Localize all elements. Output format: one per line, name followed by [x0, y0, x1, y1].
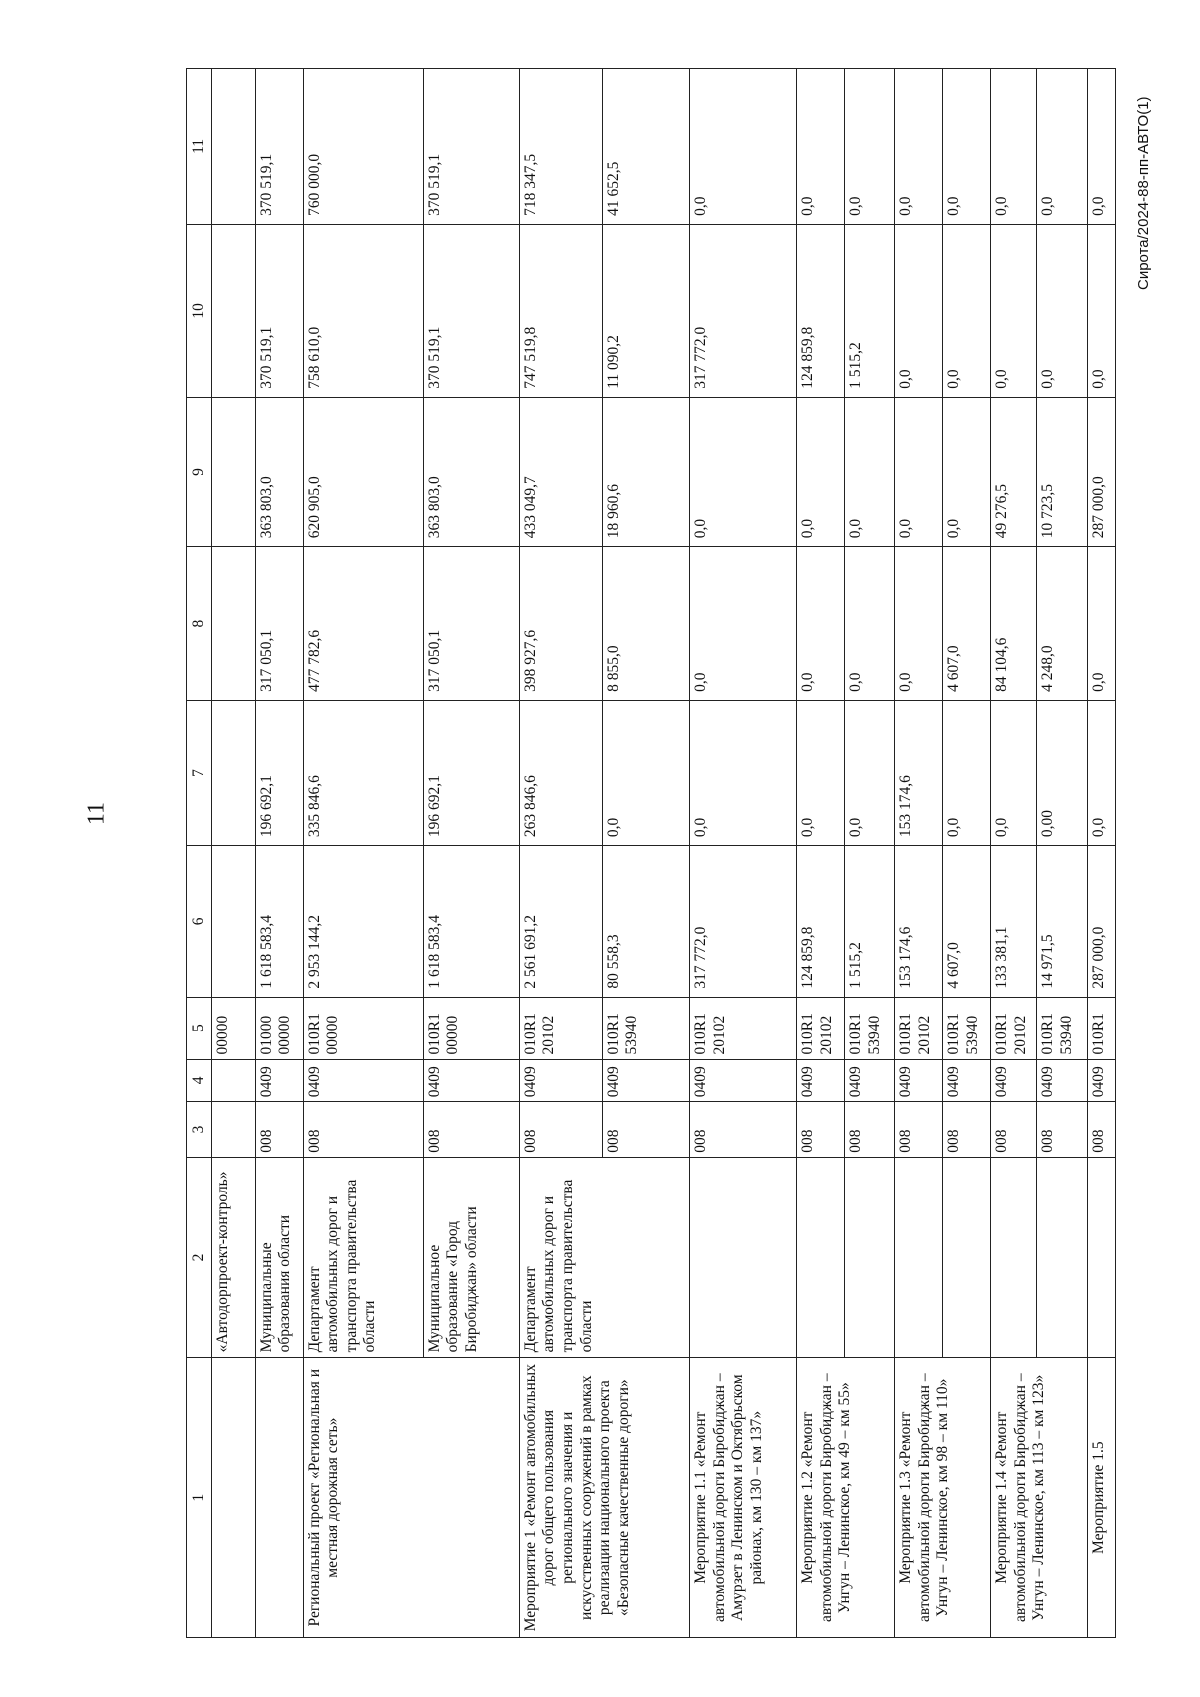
cell-y4: 0,0 — [895, 224, 943, 397]
cell-target: 010R1 53940 — [943, 997, 991, 1059]
cell-grbs: 008 — [943, 1102, 991, 1158]
budget-table-wrapper — [186, 68, 1116, 1638]
cell-y5: 0,0 — [1087, 69, 1115, 225]
col-header: 3 — [187, 1102, 212, 1158]
table-row — [991, 69, 1037, 1638]
table-row — [255, 69, 303, 1638]
cell-target: 01000 00000 — [255, 997, 303, 1059]
cell-y2: 0,0 — [1087, 547, 1115, 701]
cell-y2: 317 050,1 — [423, 547, 519, 701]
cell-y1: 0,0 — [797, 700, 845, 845]
cell-executor — [845, 1157, 895, 1358]
cell-y3: 363 803,0 — [255, 397, 303, 546]
cell-section: 0409 — [690, 1059, 797, 1102]
cell-section: 0409 — [991, 1059, 1037, 1102]
cell-y1: 263 846,6 — [519, 700, 602, 845]
cell-y5: 718 347,5 — [519, 69, 602, 225]
cell-y1 — [212, 700, 256, 845]
cell-y1: 335 846,6 — [303, 700, 423, 845]
cell-target: 010R1 20102 — [797, 997, 845, 1059]
page-number: 11 — [83, 801, 110, 826]
col-header: 2 — [187, 1157, 212, 1358]
cell-y4: 0,0 — [1037, 224, 1087, 397]
cell-target: 010R1 20102 — [991, 997, 1037, 1059]
cell-executor: Муниципальное образование «Город Биробиджан» области — [423, 1157, 519, 1358]
table-row — [303, 69, 423, 1638]
cell-total: 2 953 144,2 — [303, 846, 423, 998]
cell-grbs: 008 — [519, 1102, 602, 1158]
cell-executor: Муниципальные образования области — [255, 1157, 303, 1358]
cell-target: 010R1 20102 — [690, 997, 797, 1059]
cell-section: 0409 — [895, 1059, 943, 1102]
cell-grbs — [212, 1102, 256, 1158]
cell-y2: 477 782,6 — [303, 547, 423, 701]
cell-name: Мероприятие 1.5 — [1087, 1358, 1115, 1638]
cell-y5: 0,0 — [943, 69, 991, 225]
cell-y1: 0,0 — [845, 700, 895, 845]
col-header: 1 — [187, 1358, 212, 1638]
cell-y4: 0,0 — [1087, 224, 1115, 397]
cell-y4: 11 090,2 — [602, 224, 689, 397]
cell-grbs: 008 — [895, 1102, 943, 1158]
cell-y5: 370 519,1 — [255, 69, 303, 225]
cell-y5: 370 519,1 — [423, 69, 519, 225]
header-row — [187, 69, 212, 1638]
cell-y5: 0,0 — [690, 69, 797, 225]
cell-y1: 153 174,6 — [895, 700, 943, 845]
cell-executor — [797, 1157, 845, 1358]
cell-y1: 0,0 — [690, 700, 797, 845]
cell-grbs: 008 — [602, 1102, 689, 1158]
cell-y1: 0,0 — [991, 700, 1037, 845]
cell-y2: 398 927,6 — [519, 547, 602, 701]
col-header: 9 — [187, 397, 212, 546]
cell-y2: 0,0 — [845, 547, 895, 701]
col-header: 10 — [187, 224, 212, 397]
cell-grbs: 008 — [1037, 1102, 1087, 1158]
col-header: 8 — [187, 547, 212, 701]
cell-total — [212, 846, 256, 998]
cell-target: 010R1 53940 — [1037, 997, 1087, 1059]
cell-section: 0409 — [943, 1059, 991, 1102]
cell-y2: 4 607,0 — [943, 547, 991, 701]
cell-y1: 196 692,1 — [423, 700, 519, 845]
cell-total: 1 618 583,4 — [255, 846, 303, 998]
cell-section: 0409 — [255, 1059, 303, 1102]
cell-section: 0409 — [602, 1059, 689, 1102]
cell-y2: 0,0 — [690, 547, 797, 701]
cell-total: 287 000,0 — [1087, 846, 1115, 998]
cell-y3: 0,0 — [943, 397, 991, 546]
cell-y4: 370 519,1 — [423, 224, 519, 397]
cell-y2: 84 104,6 — [991, 547, 1037, 701]
cell-section: 0409 — [303, 1059, 423, 1102]
cell-y3: 287 000,0 — [1087, 397, 1115, 546]
cell-total: 317 772,0 — [690, 846, 797, 998]
cell-total: 1 515,2 — [845, 846, 895, 998]
cell-total: 1 618 583,4 — [423, 846, 519, 998]
col-header: 5 — [187, 997, 212, 1059]
cell-y1: 196 692,1 — [255, 700, 303, 845]
document-footer: Сирота/2024-88-пп-АВТО(1) — [1135, 96, 1152, 290]
cell-executor — [895, 1157, 943, 1358]
col-header: 11 — [187, 69, 212, 225]
cell-executor — [991, 1157, 1037, 1358]
col-header: 7 — [187, 700, 212, 845]
cell-y1: 0,0 — [602, 700, 689, 845]
cell-name — [255, 1358, 303, 1638]
cell-y4: 124 859,8 — [797, 224, 845, 397]
cell-y4: 1 515,2 — [845, 224, 895, 397]
cell-grbs: 008 — [797, 1102, 845, 1158]
table-row — [797, 69, 845, 1638]
cell-name: Мероприятие 1.4 «Ремонт автомобильной дороги Биробиджан – Унгун – Ленинское, км 113 – км 123» — [991, 1358, 1087, 1638]
cell-y2: 8 855,0 — [602, 547, 689, 701]
cell-y2 — [212, 547, 256, 701]
cell-executor — [690, 1157, 797, 1358]
cell-y5: 0,0 — [1037, 69, 1087, 225]
cell-y3: 0,0 — [690, 397, 797, 546]
cell-y5: 0,0 — [895, 69, 943, 225]
cell-total: 133 381,1 — [991, 846, 1037, 998]
cell-y3: 0,0 — [895, 397, 943, 546]
cell-total: 4 607,0 — [943, 846, 991, 998]
cell-executor — [943, 1157, 991, 1358]
cell-y5: 0,0 — [797, 69, 845, 225]
col-header: 6 — [187, 846, 212, 998]
cell-target: 010R1 — [1087, 997, 1115, 1059]
budget-table — [186, 68, 1116, 1638]
cell-name: Мероприятие 1 «Ремонт автомобильных дорог общего пользования регионального значения и искусственных сооружений в рамках реализации национального проекта «Безопасные качественные дороги» — [519, 1358, 689, 1638]
cell-y5: 0,0 — [845, 69, 895, 225]
table-row — [212, 69, 256, 1638]
cell-name: Мероприятие 1.1 «Ремонт автомобильной дороги Биробиджан – Амурзет в Ленинском и Октябрьском районах, км 130 – км 137» — [690, 1358, 797, 1638]
cell-executor — [1087, 1157, 1115, 1358]
cell-y2: 4 248,0 — [1037, 547, 1087, 701]
cell-section: 0409 — [845, 1059, 895, 1102]
cell-y4: 747 519,8 — [519, 224, 602, 397]
cell-y4: 0,0 — [991, 224, 1037, 397]
cell-target: 010R1 00000 — [423, 997, 519, 1059]
cell-target: 010R1 20102 — [519, 997, 602, 1059]
cell-y1: 0,0 — [943, 700, 991, 845]
cell-grbs: 008 — [845, 1102, 895, 1158]
cell-section: 0409 — [423, 1059, 519, 1102]
cell-y1: 0,0 — [1087, 700, 1115, 845]
cell-total: 14 971,5 — [1037, 846, 1087, 998]
cell-name: Мероприятие 1.2 «Ремонт автомобильной дороги Биробиджан – Унгун – Ленинское, км 49 – км 55» — [797, 1358, 895, 1638]
cell-name: Мероприятие 1.3 «Ремонт автомобильной дороги Биробиджан – Унгун – Ленинское, км 98 – км 110» — [895, 1358, 991, 1638]
cell-grbs: 008 — [423, 1102, 519, 1158]
cell-y3: 363 803,0 — [423, 397, 519, 546]
table-row — [895, 69, 943, 1638]
cell-name: Региональный проект «Региональная и местная дорожная сеть» — [303, 1358, 423, 1638]
cell-total: 153 174,6 — [895, 846, 943, 998]
col-header: 4 — [187, 1059, 212, 1102]
cell-target: 00000 — [212, 997, 256, 1059]
cell-grbs: 008 — [1087, 1102, 1115, 1158]
table-row — [690, 69, 797, 1638]
cell-y4: 758 610,0 — [303, 224, 423, 397]
cell-y3: 433 049,7 — [519, 397, 602, 546]
cell-executor: Департамент автомобильных дорог и транспорта правительства области — [519, 1157, 689, 1358]
cell-section: 0409 — [797, 1059, 845, 1102]
cell-y1: 0,00 — [1037, 700, 1087, 845]
cell-y5: 41 652,5 — [602, 69, 689, 225]
cell-y3 — [212, 397, 256, 546]
cell-section — [212, 1059, 256, 1102]
cell-target: 010R1 53940 — [845, 997, 895, 1059]
cell-y5 — [212, 69, 256, 225]
cell-executor: «Автодорпроект-контроль» — [212, 1157, 256, 1358]
cell-y4: 370 519,1 — [255, 224, 303, 397]
cell-total: 124 859,8 — [797, 846, 845, 998]
cell-name — [212, 1358, 256, 1638]
cell-y4 — [212, 224, 256, 397]
cell-section: 0409 — [1037, 1059, 1087, 1102]
cell-y4: 0,0 — [943, 224, 991, 397]
cell-y2: 317 050,1 — [255, 547, 303, 701]
cell-y4: 317 772,0 — [690, 224, 797, 397]
cell-executor: Департамент автомобильных дорог и транспорта правительства области — [303, 1157, 423, 1358]
cell-target: 010R1 20102 — [895, 997, 943, 1059]
cell-total: 2 561 691,2 — [519, 846, 602, 998]
cell-y3: 10 723,5 — [1037, 397, 1087, 546]
cell-name — [423, 1358, 519, 1638]
cell-y3: 18 960,6 — [602, 397, 689, 546]
cell-y2: 0,0 — [895, 547, 943, 701]
cell-section: 0409 — [1087, 1059, 1115, 1102]
cell-grbs: 008 — [303, 1102, 423, 1158]
table-row — [423, 69, 519, 1638]
cell-total: 80 558,3 — [602, 846, 689, 998]
cell-y3: 0,0 — [797, 397, 845, 546]
cell-y2: 0,0 — [797, 547, 845, 701]
cell-grbs: 008 — [255, 1102, 303, 1158]
cell-y5: 0,0 — [991, 69, 1037, 225]
cell-section: 0409 — [519, 1059, 602, 1102]
cell-grbs: 008 — [690, 1102, 797, 1158]
table-row — [1087, 69, 1115, 1638]
cell-y3: 0,0 — [845, 397, 895, 546]
cell-executor — [1037, 1157, 1087, 1358]
cell-target: 010R1 53940 — [602, 997, 689, 1059]
cell-grbs: 008 — [991, 1102, 1037, 1158]
cell-y3: 49 276,5 — [991, 397, 1037, 546]
cell-y5: 760 000,0 — [303, 69, 423, 225]
cell-target: 010R1 00000 — [303, 997, 423, 1059]
cell-y3: 620 905,0 — [303, 397, 423, 546]
table-row — [519, 69, 602, 1638]
